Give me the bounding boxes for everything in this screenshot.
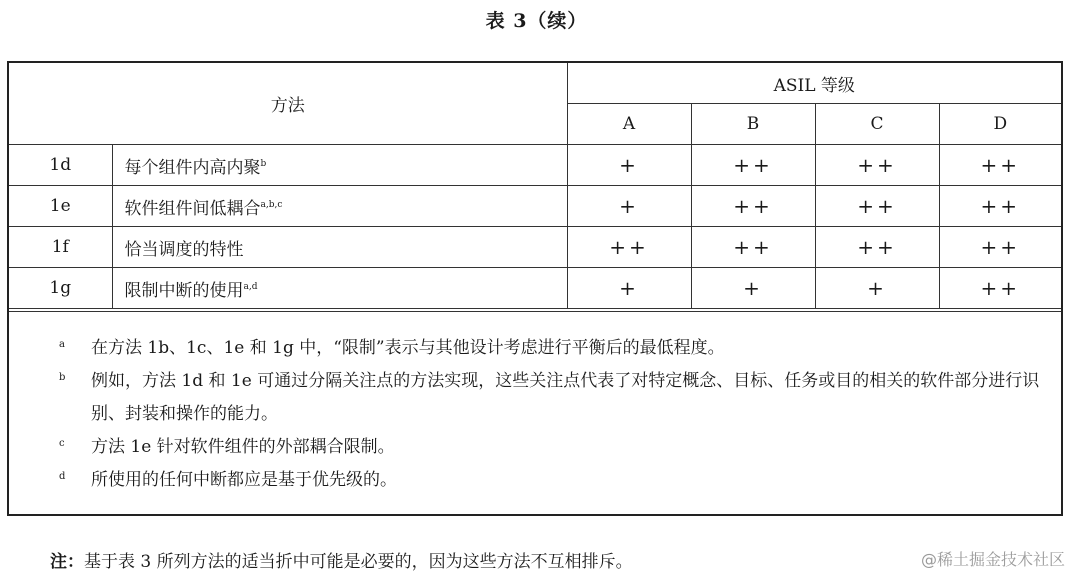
footnote-ref: a,b,c [260,199,283,210]
watermark: @稀土掘金技术社区 [920,550,1065,569]
table-title: 表 3（续） [485,10,588,32]
methods-table-frame [7,61,1063,516]
asil-level-d: D [939,104,1061,145]
table-row [9,268,1061,309]
rating-cell: + [567,145,691,186]
method-id: 1f [9,227,112,268]
asil-level-b: B [691,104,815,145]
footnote-text: 所使用的任何中断都应是基于优先级的。 [91,470,397,490]
footnote-ref: a,d [243,281,258,292]
rating-cell: ++ [815,145,939,186]
asil-level-a: A [567,104,691,145]
method-text: 恰当调度的特性 [124,239,244,260]
table-note [50,547,633,572]
method-label [112,186,567,227]
table-row [9,145,1061,186]
note-label: 注： [50,552,84,572]
note-text: 基于表 3 所列方法的适当折中可能是必要的，因为这些方法不互相排斥。 [84,552,633,572]
method-text: 软件组件间低耦合 [124,198,261,219]
footnote-mark: d [59,471,66,482]
rating-cell: ++ [939,227,1061,268]
rating-cell: + [815,268,939,309]
rating-cell: ++ [567,227,691,268]
method-column-header: 方法 [9,63,567,145]
footnote-text: 方法 1e 针对软件组件的外部耦合限制。 [91,437,395,457]
rating-cell: ++ [691,227,815,268]
table-footnotes [9,311,1061,497]
table-row [9,227,1061,268]
method-label [112,145,567,186]
rating-cell: ++ [815,227,939,268]
footnote-item [9,332,1061,365]
rating-cell: ++ [939,268,1061,309]
method-text: 每个组件内高内聚 [124,157,261,178]
footnote-text: 例如，方法 1d 和 1e 可通过分隔关注点的方法实现，这些关注点代表了对特定概念、目标、任务或目的相关的软件部分进行识别、封装和操作的能力。 [91,371,1040,424]
footnote-item [9,365,1061,431]
rating-cell: ++ [815,186,939,227]
asil-level-header: ASIL 等级 [567,63,1061,104]
rating-cell: + [691,268,815,309]
table-row [9,186,1061,227]
asil-level-c: C [815,104,939,145]
footnote-item [9,464,1061,497]
rating-cell: + [567,268,691,309]
method-id: 1d [9,145,112,186]
rating-cell: + [567,186,691,227]
footnote-mark: a [59,339,65,350]
method-label [112,227,567,268]
rating-cell: ++ [939,186,1061,227]
footnote-item [9,431,1061,464]
rating-cell: ++ [691,145,815,186]
footnote-mark: c [59,438,65,449]
method-label [112,268,567,309]
footnote-text: 在方法 1b、1c、1e 和 1g 中，“限制”表示与其他设计考虑进行平衡后的最低程度。 [91,338,725,358]
rating-cell: ++ [939,145,1061,186]
method-id: 1e [9,186,112,227]
rating-cell: ++ [691,186,815,227]
footnote-ref: b [260,158,267,169]
method-text: 限制中断的使用 [124,280,244,301]
methods-table [9,63,1061,309]
method-id: 1g [9,268,112,309]
footnote-mark: b [59,372,66,383]
